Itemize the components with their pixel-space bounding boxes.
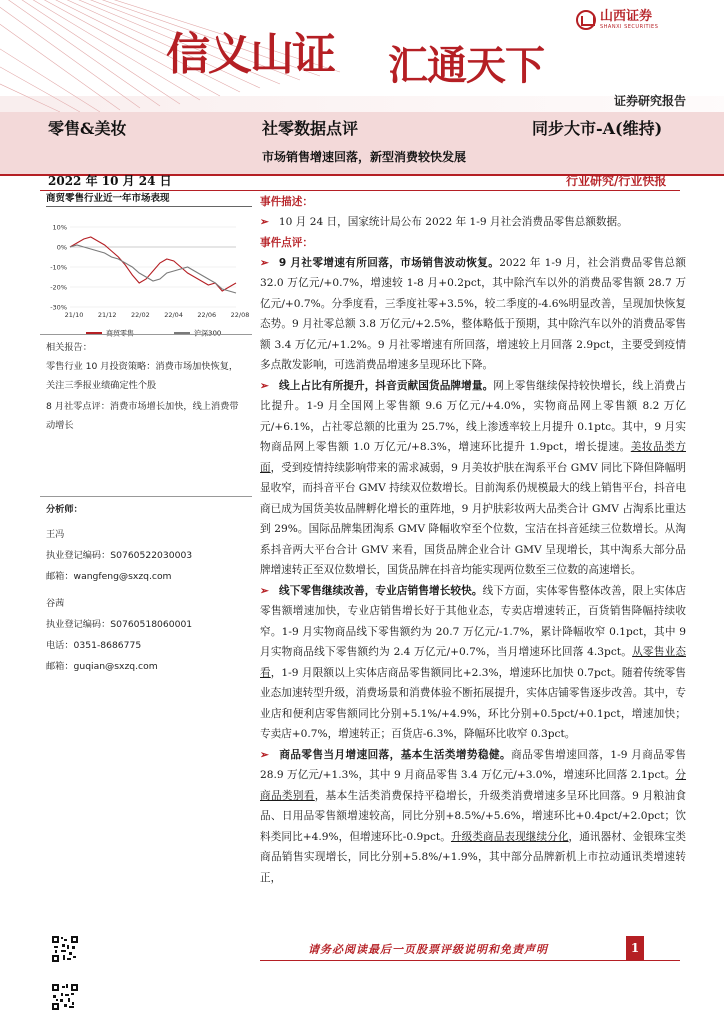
bullet-arrow-icon: ➢	[260, 584, 269, 597]
paragraph-1-text: 2022 年 1-9 月，社会消费品零售总额 32.0 万亿元/+0.7%，增速较 1-8 月+0.2pct，其中除汽车以外的消费品零售额 28.7 万亿元/+0.7%。分季度看，三季度社零+3.5%，较二季度的-4.6%明显改善，呈现加快恢复态势。9 月社零总额 3.8 万亿元/+2.5%，整体略低于预期，其中除汽车以外的消费品零售额 3.4 万亿元/+1.2%。9 月社零增速有所回落，增速较上月回落 2.9pct，主要受到疫情多点散发影响，可选消费品增速多呈现环比下降。	[260, 256, 686, 371]
related-report-1[interactable]: 零售行业 10 月投资策略：消费市场加快恢复，关注三季报业绩确定性个股	[46, 361, 239, 391]
y-tick-label: -20%	[50, 283, 67, 292]
report-date: 2022 年 10 月 24 日	[48, 174, 172, 188]
analyst-1-name: 王冯	[46, 529, 65, 540]
bullet-arrow-icon: ➢	[260, 216, 269, 228]
analyst-2-name: 谷茜	[46, 598, 65, 609]
bullet-arrow-icon: ➢	[260, 256, 269, 269]
legend-label	[106, 329, 134, 338]
bullet-arrow-icon: ➢	[260, 379, 269, 392]
paragraph-3	[260, 581, 686, 745]
sidebar	[40, 192, 252, 351]
related-reports	[46, 338, 246, 435]
report-subtitle: 市场销售增速回落，新型消费较快发展	[262, 150, 467, 164]
analyst-2-cert: 执业登记编码：S0760518060001	[46, 619, 193, 630]
footer-divider	[260, 960, 680, 961]
logo-name-cn: 山西证券	[600, 9, 653, 24]
y-tick-label: -30%	[50, 303, 67, 312]
report-header	[0, 0, 724, 112]
x-tick-label: 22/02	[131, 311, 150, 319]
chart-title-rule	[46, 206, 252, 207]
report-type: 证券研究报告	[614, 94, 687, 108]
qr-code-icon	[52, 984, 78, 1010]
analyst-2-email[interactable]: 邮箱：guqian@sxzq.com	[46, 661, 158, 672]
paragraph-4-text-3: ，通讯器材、金银珠宝类商品销售实现增长，同比分别+5.8%/+1.9%，其中部分品牌新机上市拉动通讯类增速转正，	[260, 830, 687, 884]
rating-label: 同步大市-A(维持)	[532, 119, 663, 138]
banner-slogan-1: 信义山证	[166, 29, 334, 80]
event-paragraph	[260, 212, 686, 233]
related-report-2[interactable]: 8 月社零点评：消费市场增长加快，线上消费带动增长	[46, 401, 239, 431]
main-content	[260, 192, 686, 888]
x-tick-label: 22/08	[230, 311, 250, 319]
page-number: 1	[626, 936, 644, 960]
industry-label: 零售&美妆	[48, 119, 127, 138]
legend-label	[194, 329, 221, 338]
banner-slogan-2: 汇通天下	[388, 42, 544, 89]
paragraph-3-lead: 线下零售继续改善，专业店销售增长较快。	[278, 584, 483, 597]
x-tick-label: 21/10	[64, 311, 84, 319]
paragraph-4-underline-2: 升级类商品表现继续分化	[450, 830, 569, 843]
y-tick-label: 10%	[52, 223, 67, 232]
logo-emblem-icon	[576, 10, 596, 30]
report-title: 社零数据点评	[262, 119, 359, 138]
paragraph-1-lead: 9 月社零增速有所回落，市场销售波动恢复。	[278, 256, 500, 269]
y-tick-label: -10%	[50, 263, 67, 272]
qr-code-icon	[52, 936, 78, 962]
event-text: 10 月 24 日，国家统计局公布 2022 年 1-9 月社会消费品零售总额数据。	[278, 216, 628, 228]
paragraph-4-underline: 分商品类别看	[260, 769, 686, 802]
paragraph-4-text-2: ，基本生活类消费保持平稳增长，升级类消费增速多呈环比回落。9 月粮油食品、日用品零售额增速较高，同比分别+8.5%/+5.6%，增速环比+0.4pct/+2.0pct；饮料类同比+4.9%，但增速环比-0.9pct。	[260, 789, 687, 843]
paragraph-4	[260, 745, 686, 889]
paragraph-3-underline: 从零售业态看	[260, 646, 686, 679]
date-divider	[40, 190, 680, 191]
analyst-info	[46, 500, 246, 676]
comment-heading: 事件点评：	[260, 236, 313, 249]
paragraph-2-underline: 美妆品类方面	[260, 441, 686, 474]
disclaimer-notice: 请务必阅读最后一页股票评级说明和免责声明	[308, 943, 548, 956]
paragraph-4-lead: 商品零售当月增速回落，基本生活类增势稳健。	[278, 748, 512, 761]
series-line-2	[70, 245, 236, 293]
analyst-1-email[interactable]: 邮箱：wangfeng@sxzq.com	[46, 571, 172, 582]
logo-name-en: SHANXI SECURITIES	[600, 24, 659, 30]
paragraph-2-text-2: ，受到疫情持续影响带来的需求减弱，9 月美妆护肤在淘系平台 GMV 同比下降但降幅明显收窄，而抖音平台 GMV 持续双位数增长。目前淘系仍规模最大的线上销售平台，抖音电商已成为国货美妆品牌孵化增长的重阵地，9 月护肤彩妆两大品类合计 GMV 占淘系比重达到 29%。国际品牌集团淘系 GMV 降幅收窄至个位数，宝洁在抖音延续三位数增长。从淘系抖音两大平台合计 GMV 来看，国货品牌企业合计 GMV 呈现增长，其中淘系大部分品牌增速转正至双位数增长，国货品牌在抖音均能实现两位数至三位数的高速增长。	[260, 461, 686, 576]
paragraph-2-text-1: 网上零售继续保持较快增长，线上消费占比提升。1-9 月全国网上零售额 9.6 万亿元/+4.0%，实物商品网上零售额 8.2 万亿元/+6.1%，占社零总额的比重为 25.7%，线上渗透率较上月提升 0.1ptc。其中，9 月实物商品网上零售额 1.0 万亿元/+8.3%，增速环比提升 1.9pct，增长提速。	[260, 379, 687, 453]
event-heading: 事件描述：	[260, 196, 313, 208]
sidebar-divider-2	[40, 496, 252, 497]
analyst-2-phone: 电话：0351-8686775	[46, 640, 142, 651]
report-category: 行业研究/行业快报	[566, 174, 667, 188]
sidebar-divider-1	[40, 334, 252, 335]
market-performance-chart	[40, 221, 252, 351]
bullet-arrow-icon: ➢	[260, 748, 269, 761]
analyst-heading: 分析师：	[46, 504, 83, 515]
series-line-1	[70, 237, 236, 291]
company-logo	[576, 10, 658, 30]
paragraph-3-text-2: ，1-9 月限额以上实体店商品零售额同比+2.3%，增速环比加快 0.7pct。随着传统零售业态加速转型升级，消费场景和消费体验不断拓展提升，实体店铺零售逐步改善。其中，专业店和便利店零售额同比分别+5.1%/+4.9%，环比分别+0.5pct/+0.1pct，增速加快；专卖店+0.7%，增速转正；百货店-6.3%，降幅环比收窄 0.3pct。	[260, 666, 686, 740]
chart-svg	[40, 221, 252, 351]
paragraph-1	[260, 253, 686, 376]
related-heading: 相关报告：	[46, 342, 92, 353]
chart-title: 商贸零售行业近一年市场表现	[46, 193, 170, 204]
x-tick-label: 22/06	[197, 311, 217, 319]
paragraph-2	[260, 376, 686, 581]
paragraph-4-text-1: 商品零售增速回落，1-9 月商品零售 28.9 万亿元/+1.3%，其中 9 月商品零售 3.4 万亿元/+3.0%，增速环比回落 2.1pct。	[260, 748, 686, 781]
y-tick-label: 0%	[56, 243, 67, 252]
x-tick-label: 21/12	[97, 311, 117, 319]
analyst-1-cert: 执业登记编码：S0760522030003	[46, 550, 193, 561]
paragraph-2-lead: 线上占比有所提升，抖音贡献国货品牌增量。	[278, 379, 494, 392]
x-tick-label: 22/04	[164, 311, 183, 319]
paragraph-3-text-1: 线下方面，实体零售整体改善，限上实体店零售额增速加快，专业店销售增长好于其他业态，专卖店增速转正，百货销售降幅持续收窄。1-9 月实物商品线下零售额约为 20.7 万亿元/-1.7%，累计降幅收窄 0.1pct，其中 9 月实物商品线下零售额约为 2.4 万亿元/+0.7%，当月增速环比回落 4.3pct。	[260, 584, 687, 658]
